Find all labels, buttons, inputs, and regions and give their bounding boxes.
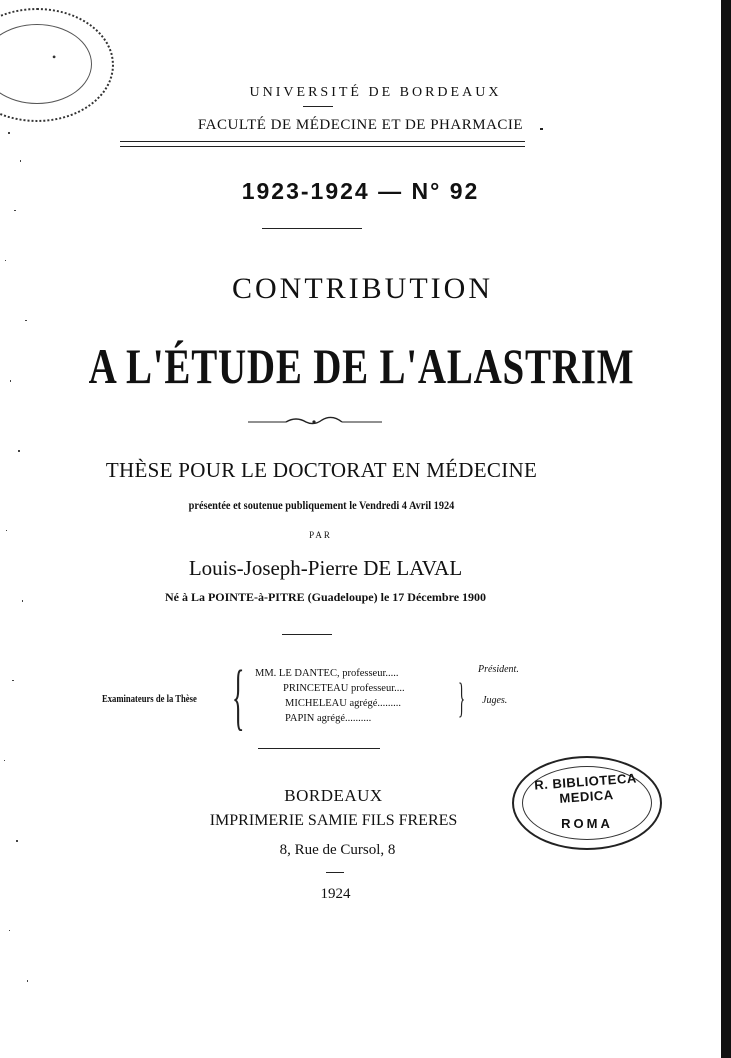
- examiner-3: MICHELEAU agrégé.........: [285, 698, 402, 709]
- examiners-label: Examinateurs de la Thèse: [102, 694, 197, 705]
- printer-address: 8, Rue de Cursol, 8: [279, 842, 396, 858]
- publication-year: 1924: [320, 886, 351, 902]
- author-name: Louis-Joseph-Pierre DE LAVAL: [188, 556, 463, 580]
- faculty-name: FACULTÉ DE MÉDECINE ET DE PHARMACIE: [197, 117, 524, 133]
- ornament-rule: [248, 414, 382, 428]
- library-stamp: [512, 756, 662, 850]
- thesis-heading: THÈSE POUR LE DOCTORAT EN MÉDECINE: [105, 458, 538, 482]
- stamp-glyph: •: [52, 50, 57, 64]
- judges-role: Juges.: [482, 695, 508, 706]
- brace-icon: }: [458, 676, 466, 722]
- stamp-top-text: R. BIBLIOTECA MEDICA: [533, 770, 638, 806]
- divider: [262, 228, 362, 229]
- examiner-1: MM. LE DANTEC, professeur.....: [255, 668, 399, 679]
- examiner-2: PRINCETEAU professeur....: [283, 683, 405, 694]
- double-rule: [120, 141, 525, 147]
- presentation-line: présentée et soutenue publiquement le Vendredi 4 Avril 1924: [188, 498, 455, 512]
- university-name: UNIVERSITÉ DE BORDEAUX: [249, 85, 502, 100]
- examiners-list: [255, 666, 405, 726]
- divider: [326, 872, 344, 873]
- library-stamp-partial: [0, 8, 114, 122]
- president-role: Président.: [478, 664, 519, 675]
- stamp-bottom-text: ROMA: [561, 816, 613, 831]
- divider: [303, 106, 333, 107]
- divider: [282, 634, 332, 635]
- title-line-2: A L'ÉTUDE DE L'ALASTRIM: [88, 338, 635, 394]
- printer-name: IMPRIMERIE SAMIE FILS FRERES: [209, 812, 458, 829]
- ink-dot: [540, 128, 543, 130]
- par-label: PAR: [309, 530, 332, 540]
- title-line-1: CONTRIBUTION: [232, 272, 493, 305]
- scan-edge: [721, 0, 731, 1058]
- thesis-year-number: 1923-1924 — N° 92: [241, 178, 480, 204]
- examiner-4: PAPIN agrégé..........: [285, 713, 372, 724]
- author-birth: Né à La POINTE-à-PITRE (Guadeloupe) le 17 Décembre 1900: [164, 590, 487, 604]
- publisher-city: BORDEAUX: [284, 786, 383, 805]
- divider: [258, 748, 380, 749]
- brace-icon: {: [232, 656, 245, 738]
